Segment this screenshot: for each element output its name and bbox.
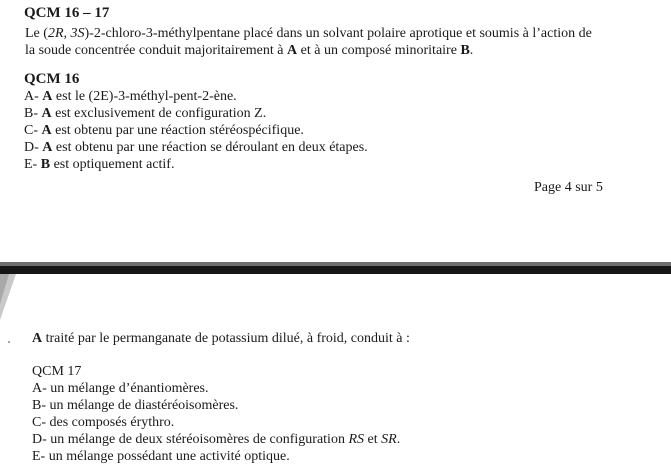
compound-label: B [40, 157, 51, 172]
section-heading: QCM 16 – 17 [24, 5, 110, 21]
page-fold-shadow [0, 274, 9, 304]
qcm16-option-b [24, 106, 266, 123]
option-text: est exclusivement de configuration Z. [51, 106, 267, 121]
page-number: Page 4 sur 5 [534, 180, 603, 195]
compound-label: A [41, 123, 52, 138]
option-text: . [396, 432, 401, 447]
intro-text: Le ( [25, 26, 48, 41]
qcm16-option-d [24, 140, 368, 157]
option-prefix: A- [24, 89, 43, 104]
intro-text: et à un composé minoritaire [297, 43, 461, 58]
intro-text: traité par le permanganate de potassium dilué, à froid, conduit à : [42, 331, 410, 346]
configuration-rs: RS [348, 432, 365, 447]
qcm17-title: QCM 17 [32, 364, 82, 379]
option-text: est obtenu par une réaction stéréospécifique. [51, 123, 304, 138]
option-text: est le (2E)-3-méthyl-pent-2-ène. [52, 89, 237, 104]
qcm16-title: QCM 16 [24, 71, 80, 87]
compound-a-label: A [32, 331, 43, 346]
option-text: D- un mélange de deux stéréoisomères de configuration [32, 432, 349, 447]
compound-b-label: B [460, 43, 470, 58]
intro-text: la soude concentrée conduit majoritairement à [25, 43, 288, 58]
compound-label: A [42, 89, 53, 104]
option-text: est optiquement actif. [50, 157, 175, 172]
qcm17-option-c: C- des composés érythro. [32, 415, 175, 430]
option-text: et [364, 432, 382, 447]
intro-line-1 [25, 26, 592, 43]
compound-label: A [41, 106, 52, 121]
qcm17-option-e: E- un mélange possédant une activité optique. [32, 449, 290, 464]
qcm17-option-d [32, 432, 400, 449]
qcm17-option-b: B- un mélange de diastéréoisomères. [32, 398, 239, 413]
option-text: est obtenu par une réaction se déroulant en deux étapes. [52, 140, 368, 155]
compound-label: A [42, 140, 53, 155]
intro-text: )-2-chloro-3-méthylpentane placé dans un solvant polaire aprotique et soumis à l’action de [84, 26, 592, 41]
compound-a-label: A [287, 43, 298, 58]
option-prefix: E- [24, 157, 41, 172]
intro-line-2 [25, 43, 473, 60]
option-prefix: D- [24, 140, 43, 155]
qcm17-option-a: A- un mélange d’énantiomères. [32, 381, 209, 396]
configuration-sr: SR [381, 432, 397, 447]
qcm16-option-e [24, 157, 174, 174]
option-prefix: B- [24, 106, 42, 121]
intro-configuration: 2R, 3S [47, 26, 85, 41]
qcm16-option-a [24, 89, 237, 106]
qcm17-intro [32, 331, 410, 348]
qcm16-option-c [24, 123, 304, 140]
intro-text: . [469, 43, 474, 58]
scan-speck [8, 341, 10, 343]
option-prefix: C- [24, 123, 42, 138]
scan-dark-band [0, 266, 671, 274]
